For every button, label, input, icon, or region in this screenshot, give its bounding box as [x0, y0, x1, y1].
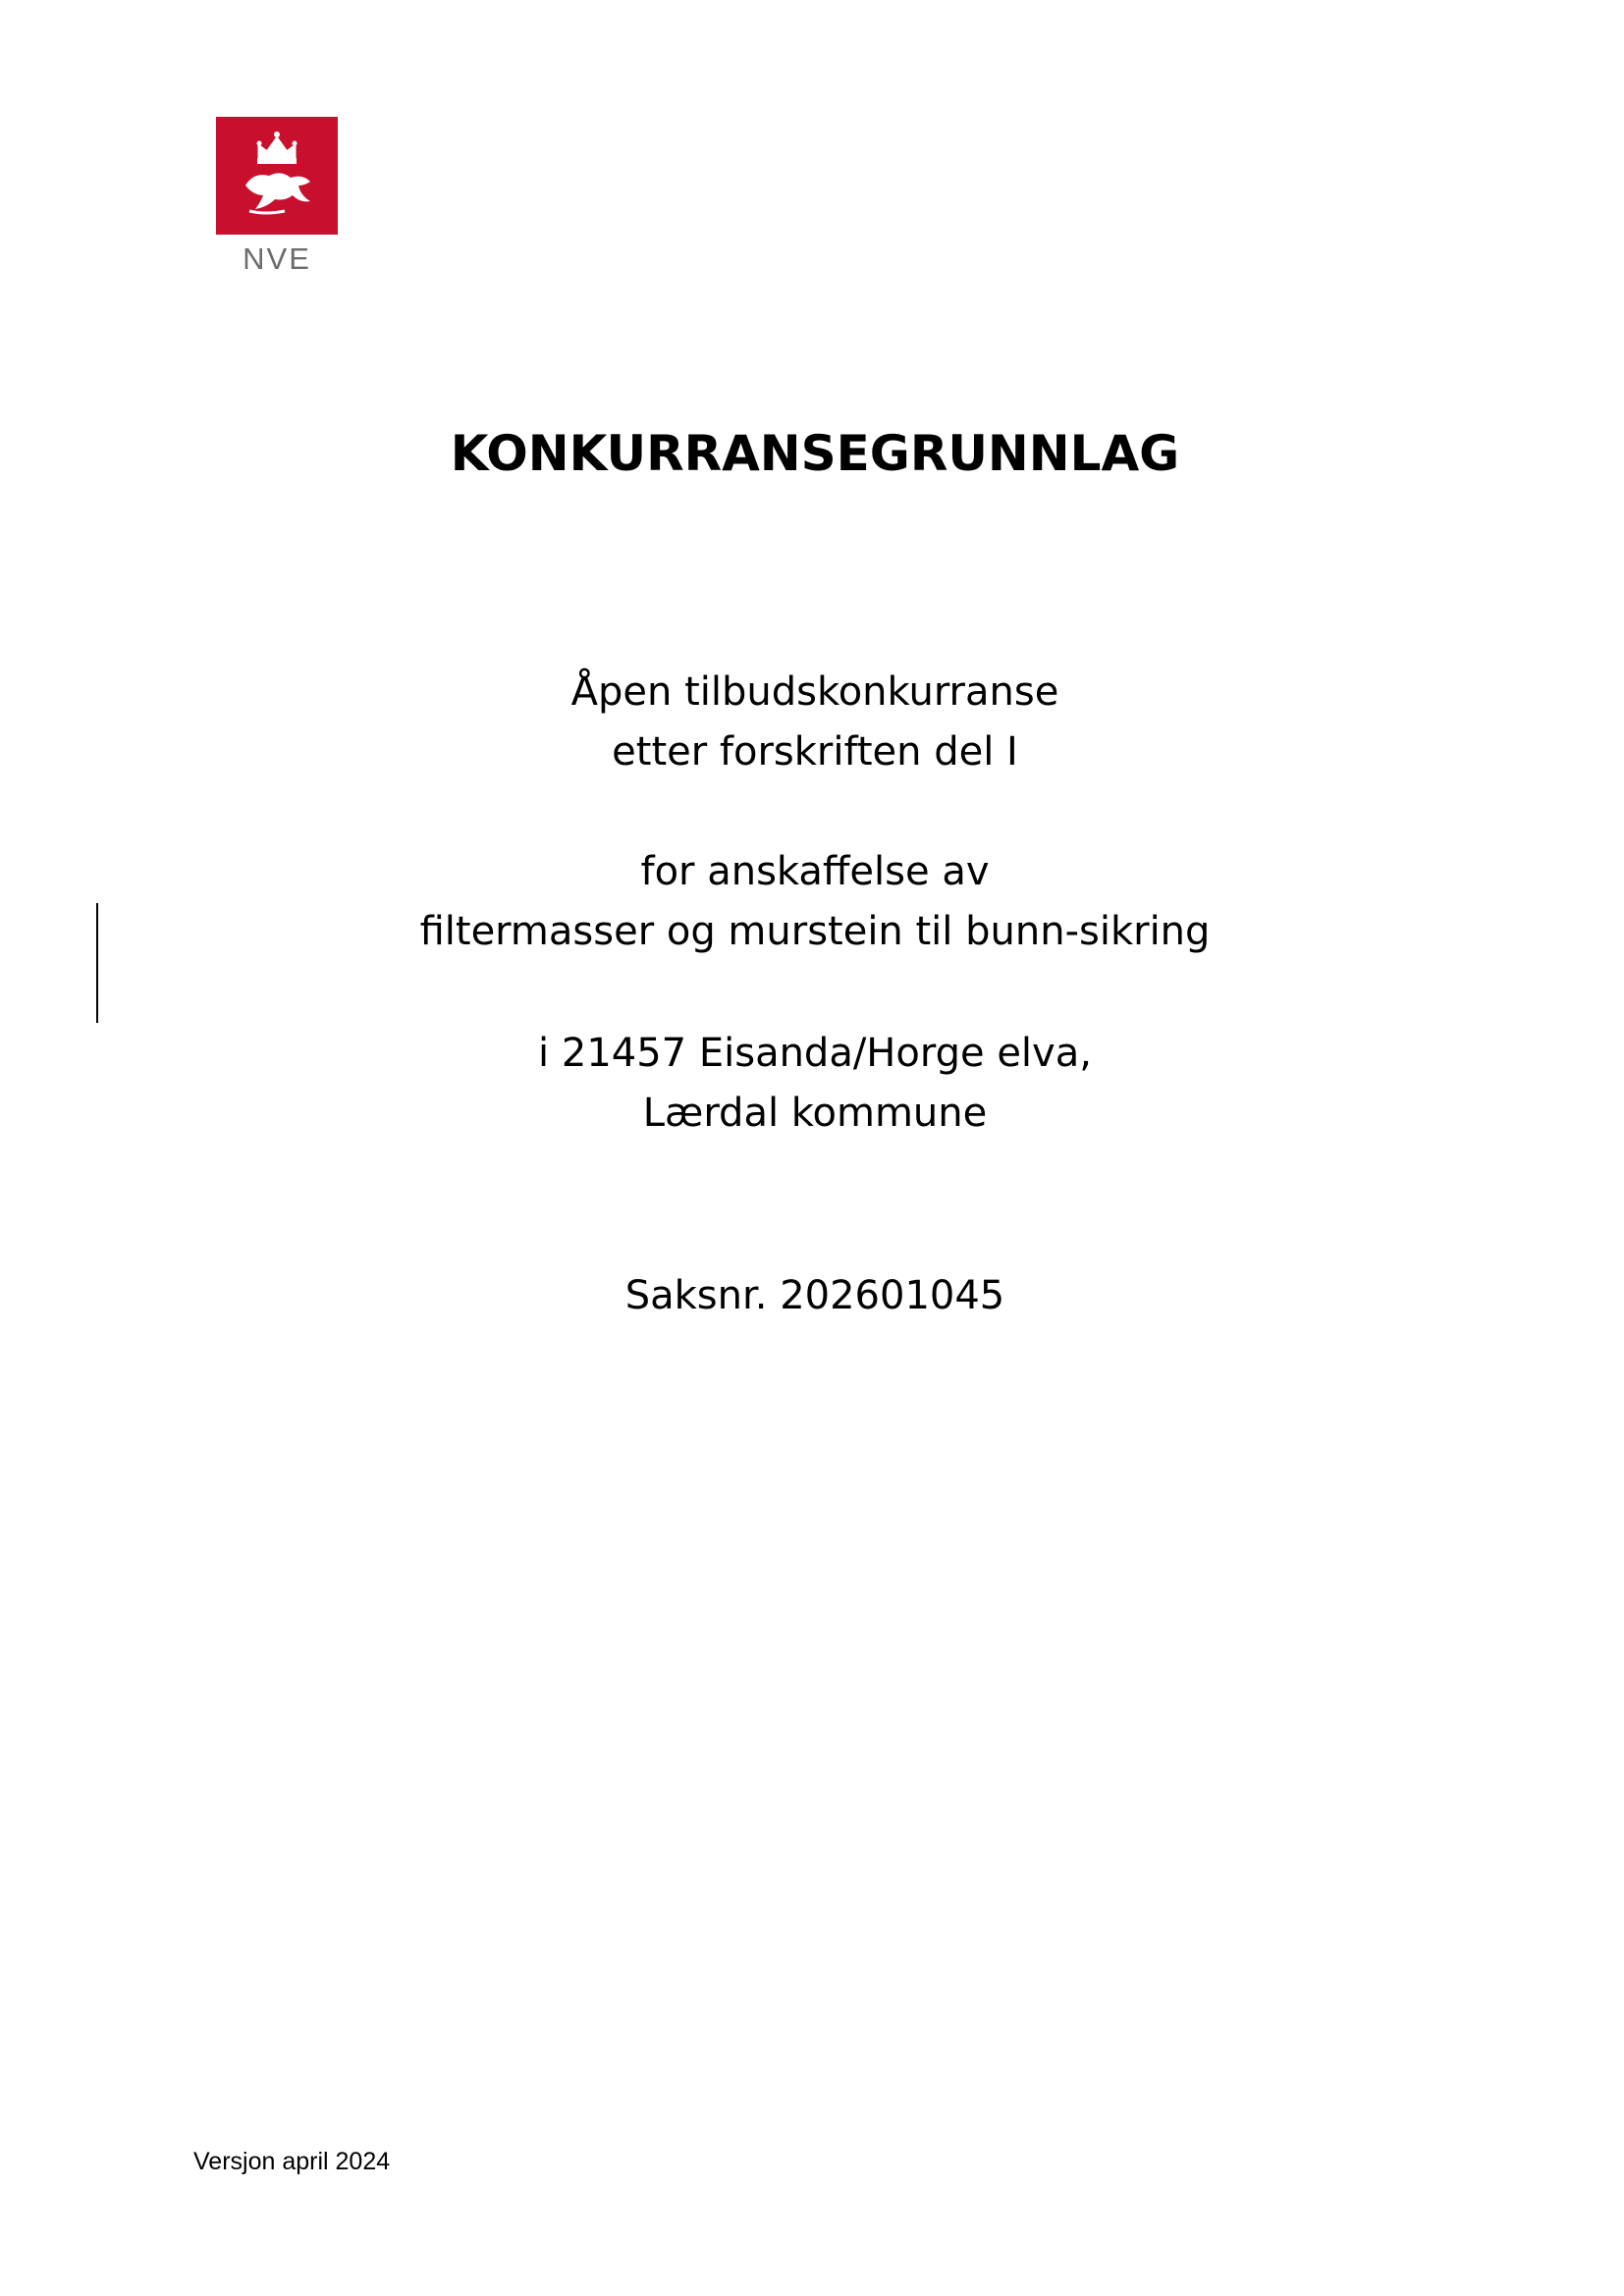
location-line-2: Lærdal kommune: [642, 1091, 988, 1136]
crowned-lion-emblem-icon: [216, 117, 338, 235]
logo-text: NVE: [243, 241, 311, 276]
subject-line-2: filtermasser og murstein til bunn-sikring: [419, 909, 1211, 954]
location-line-1: i 21457 Eisanda/Horge elva,: [538, 1031, 1092, 1076]
page-title: KONKURRANSEGRUNNLAG: [450, 425, 1180, 482]
intro-line-2: etter forskriften del I: [612, 729, 1018, 774]
footer-version: Versjon april 2024: [193, 2148, 391, 2175]
change-bar: [96, 903, 98, 1023]
subject-line-1: for anskaffelse av: [640, 849, 990, 894]
location-block: [226, 1024, 1404, 1144]
intro-line-1: Åpen tilbudskonkurranse: [570, 669, 1059, 715]
case-number-block: [226, 1266, 1404, 1326]
nve-logo: [216, 117, 338, 276]
intro-block: [226, 663, 1404, 782]
case-number: Saksnr. 202601045: [624, 1273, 1005, 1318]
subject-block: [226, 842, 1404, 962]
